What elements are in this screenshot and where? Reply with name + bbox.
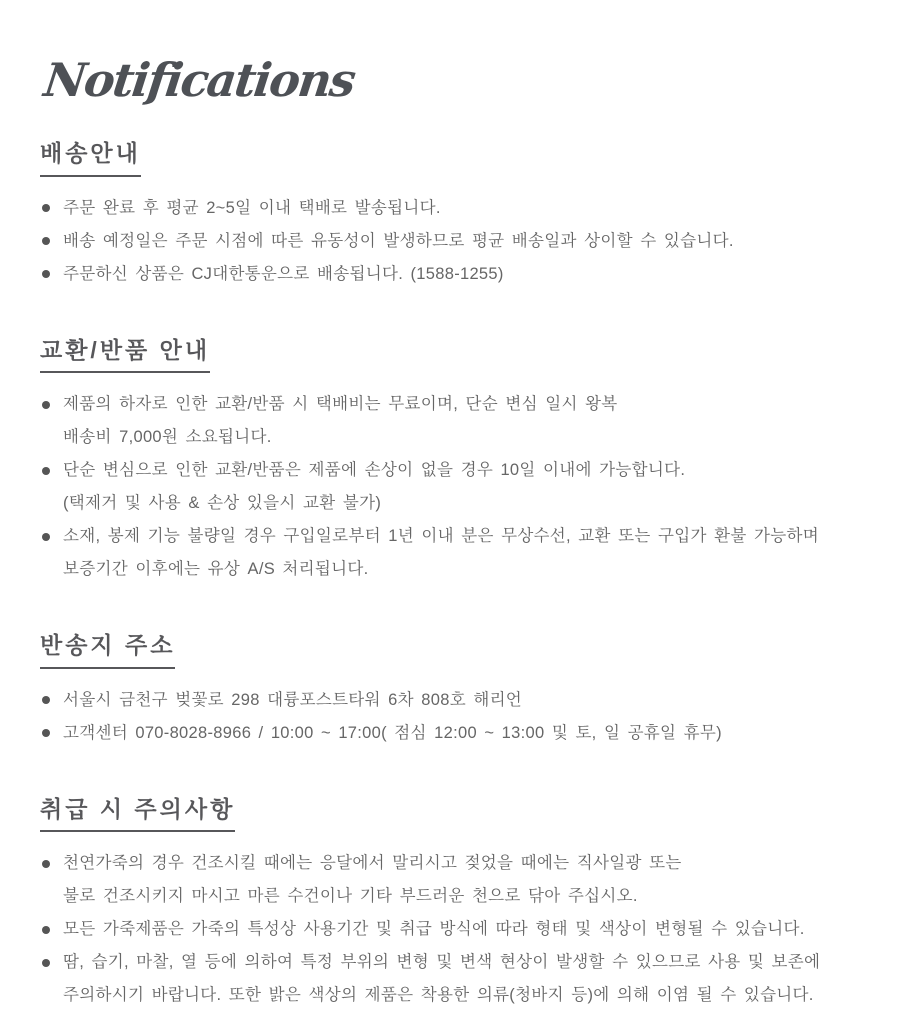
bullet-line: (택제거 및 사용 & 손상 있을시 교환 불가) xyxy=(63,494,382,513)
section-heading: 교환/반품 안내 xyxy=(40,337,210,374)
bullet-line: 주문 완료 후 평균 2~5일 이내 택배로 발송됩니다. xyxy=(63,198,441,217)
bullet-list xyxy=(40,847,864,1012)
bullet-icon xyxy=(42,533,50,541)
list-item xyxy=(40,454,864,520)
bullet-line: 불로 건조시키지 마시고 마른 수건이나 기타 부드러운 천으로 닦아 주십시오. xyxy=(63,887,638,906)
section-heading: 배송안내 xyxy=(40,140,141,177)
bullet-icon xyxy=(42,401,50,409)
bullet-icon xyxy=(42,926,50,934)
bullet-icon xyxy=(42,270,50,278)
bullet-icon xyxy=(42,237,50,245)
bullet-icon xyxy=(42,467,50,475)
list-item xyxy=(40,192,864,225)
bullet-icon xyxy=(42,959,50,967)
bullet-icon xyxy=(42,729,50,737)
bullet-line: 땀, 습기, 마찰, 열 등에 의하여 특정 부위의 변형 및 변색 현상이 발생할 수 있으므로 사용 및 보존에 xyxy=(63,953,821,972)
notice-section-shipping xyxy=(40,140,864,291)
bullet-line: 제품의 하자로 인한 교환/반품 시 택배비는 무료이며, 단순 변심 일시 왕복 xyxy=(63,395,618,414)
sections xyxy=(40,140,864,1012)
list-item xyxy=(40,717,864,750)
list-item xyxy=(40,913,864,946)
bullet-list xyxy=(40,192,864,291)
notifications-script-logo: Notifications xyxy=(41,53,358,107)
bullet-line: 단순 변심으로 인한 교환/반품은 제품에 손상이 없을 경우 10일 이내에 가능합니다. xyxy=(63,461,686,480)
list-item xyxy=(40,946,864,1012)
list-item xyxy=(40,847,864,913)
notice-section-return-address xyxy=(40,632,864,750)
bullet-line: 주의하시기 바랍니다. 또한 밝은 색상의 제품은 착용한 의류(청바지 등)에 의해 이염 될 수 있습니다. xyxy=(63,986,814,1005)
bullet-line: 서울시 금천구 벚꽃로 298 대륭포스트타워 6차 808호 해리언 xyxy=(63,690,523,709)
section-heading: 취급 시 주의사항 xyxy=(40,796,235,833)
list-item xyxy=(40,684,864,717)
notice-section-exchange-return xyxy=(40,337,864,587)
bullet-line: 천연가죽의 경우 건조시킬 때에는 응달에서 말리시고 젖었을 때에는 직사일광 또는 xyxy=(63,854,682,873)
bullet-list xyxy=(40,388,864,586)
bullet-line: 배송비 7,000원 소요됩니다. xyxy=(63,428,272,447)
bullet-line: 보증기간 이후에는 유상 A/S 처리됩니다. xyxy=(63,560,369,579)
bullet-icon xyxy=(42,204,50,212)
bullet-line: 주문하신 상품은 CJ대한통운으로 배송됩니다. (1588-1255) xyxy=(63,264,504,283)
bullet-list xyxy=(40,684,864,750)
bullet-line: 모든 가죽제품은 가죽의 특성상 사용기간 및 취급 방식에 따라 형태 및 색상이 변형될 수 있습니다. xyxy=(63,920,805,939)
bullet-icon xyxy=(42,860,50,868)
notice-section-handling xyxy=(40,796,864,1013)
list-item xyxy=(40,520,864,586)
bullet-line: 소재, 봉제 기능 불량일 경우 구입일로부터 1년 이내 분은 무상수선, 교환 또는 구입가 환불 가능하며 xyxy=(63,527,819,546)
section-heading: 반송지 주소 xyxy=(40,632,175,669)
bullet-line: 배송 예정일은 주문 시점에 따른 유동성이 발생하므로 평균 배송일과 상이할 수 있습니다. xyxy=(63,231,734,250)
bullet-line: 고객센터 070-8028-8966 / 10:00 ~ 17:00( 점심 12:00 ~ 13:00 및 토, 일 공휴일 휴무) xyxy=(63,723,722,742)
list-item xyxy=(40,258,864,291)
list-item xyxy=(40,225,864,258)
bullet-icon xyxy=(42,696,50,704)
list-item xyxy=(40,388,864,454)
